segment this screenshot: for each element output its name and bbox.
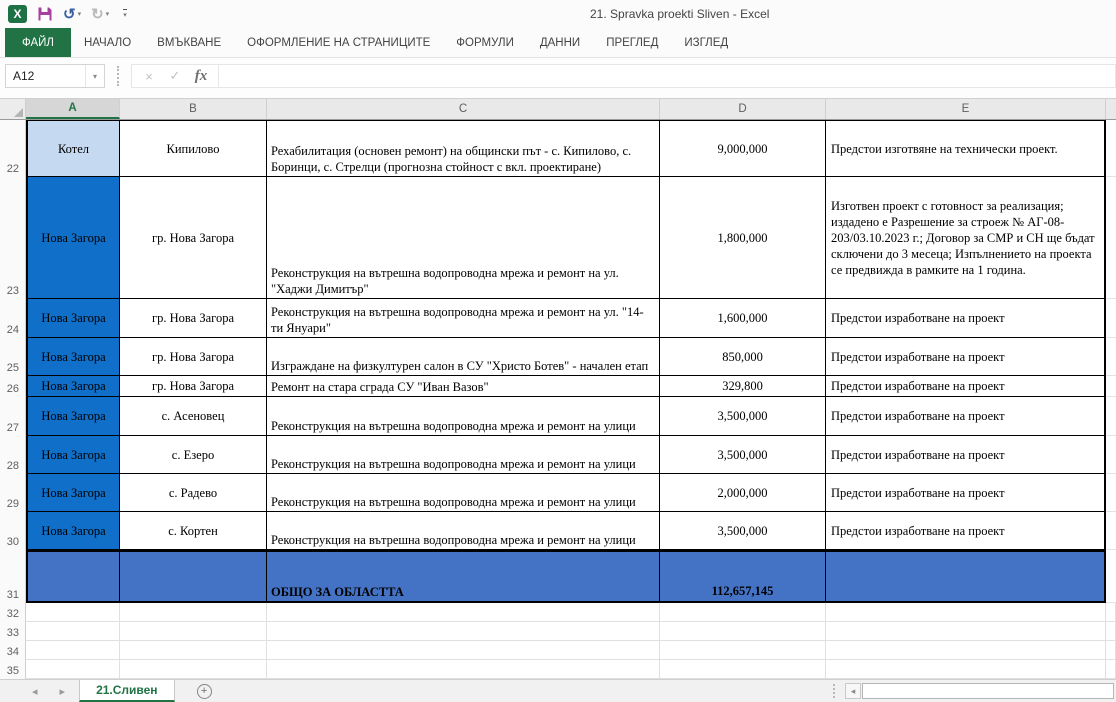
cell-a23[interactable]: Нова Загора bbox=[26, 177, 120, 299]
grid-filler[interactable] bbox=[1106, 641, 1116, 660]
cell-c32[interactable] bbox=[267, 603, 660, 622]
grid-filler[interactable] bbox=[1106, 512, 1116, 550]
cell-d24[interactable]: 1,600,000 bbox=[660, 299, 826, 338]
cell-b22[interactable]: Кипилово bbox=[120, 120, 267, 177]
cell-e32[interactable] bbox=[826, 603, 1106, 622]
formula-bar-divider bbox=[117, 66, 119, 86]
enter-icon[interactable]: ✓ bbox=[169, 68, 181, 83]
cell-b28[interactable]: с. Езеро bbox=[120, 436, 267, 474]
cell-c35[interactable] bbox=[267, 660, 660, 679]
table-row bbox=[0, 299, 1116, 338]
redo-icon: ↻ bbox=[91, 5, 104, 23]
cell-e24[interactable]: Предстои изработване на проект bbox=[826, 299, 1106, 338]
table-row bbox=[0, 474, 1116, 512]
row-header-25[interactable]: 25 bbox=[0, 338, 26, 376]
cell-c26[interactable]: Ремонт на стара сграда СУ "Иван Вазов" bbox=[267, 376, 660, 397]
cell-b25[interactable]: гр. Нова Загора bbox=[120, 338, 267, 376]
cell-a35[interactable] bbox=[26, 660, 120, 679]
select-all-triangle-icon bbox=[14, 108, 23, 117]
cell-c33[interactable] bbox=[267, 622, 660, 641]
cell-a32[interactable] bbox=[26, 603, 120, 622]
row-header-35[interactable]: 35 bbox=[0, 660, 26, 679]
table-row bbox=[0, 177, 1116, 299]
cell-d31[interactable]: 112,657,145 bbox=[660, 550, 826, 603]
table-row bbox=[0, 622, 1116, 641]
cell-d35[interactable] bbox=[660, 660, 826, 679]
cell-b32[interactable] bbox=[120, 603, 267, 622]
horizontal-scrollbar-area bbox=[212, 680, 1116, 702]
column-header-filler bbox=[1106, 99, 1116, 119]
redo-dropdown-icon[interactable]: ▾ bbox=[105, 11, 110, 18]
grid-filler[interactable] bbox=[1106, 376, 1116, 397]
formula-bar-row bbox=[0, 58, 1116, 98]
cell-a26[interactable]: Нова Загора bbox=[26, 376, 120, 397]
ribbon-tab-data[interactable]: ДАННИ bbox=[539, 36, 581, 49]
save-button[interactable] bbox=[37, 6, 53, 22]
grid-filler[interactable] bbox=[1106, 397, 1116, 436]
cell-e23[interactable]: Изготвен проект с готовност за реализация; издадено е Разрешение за строеж № АГ-08-203/03.10.2023 г.; Договор за СМР и СН ще бъдат сключени до 3 месеца; Изпълнението на проекта се предвижда в рамките на 1 година. bbox=[826, 177, 1106, 299]
table-row bbox=[0, 397, 1116, 436]
cell-d32[interactable] bbox=[660, 603, 826, 622]
ribbon-tab-formulas[interactable]: ФОРМУЛИ bbox=[456, 36, 514, 49]
cell-b31[interactable] bbox=[120, 550, 267, 603]
cell-c22[interactable]: Рехабилитация (основен ремонт) на общински път - с. Кипилово, с. Боринци, с. Стрелци (прогнозна стойност с вкл. проектиране) bbox=[267, 120, 660, 177]
name-box-dropdown-icon[interactable]: ▾ bbox=[85, 65, 104, 87]
ribbon-tab-home[interactable]: НАЧАЛО bbox=[83, 36, 132, 49]
grid-filler[interactable] bbox=[1106, 338, 1116, 376]
row-header-29[interactable]: 29 bbox=[0, 474, 26, 512]
grid-filler[interactable] bbox=[1106, 603, 1116, 622]
cell-c30[interactable]: Реконструкция на вътрешна водопроводна мрежа и ремонт на улици bbox=[267, 512, 660, 550]
cell-d34[interactable] bbox=[660, 641, 826, 660]
cell-a34[interactable] bbox=[26, 641, 120, 660]
grid-filler[interactable] bbox=[1106, 660, 1116, 679]
ribbon-tab-review[interactable]: ПРЕГЛЕД bbox=[606, 36, 659, 49]
cell-e22[interactable]: Предстои изготвяне на технически проект. bbox=[826, 120, 1106, 177]
row-header-22[interactable]: 22 bbox=[0, 120, 26, 177]
table-row bbox=[0, 120, 1116, 177]
cell-a22[interactable]: Котел bbox=[26, 120, 120, 177]
new-sheet-button[interactable] bbox=[197, 680, 212, 702]
spreadsheet-grid bbox=[0, 120, 1116, 679]
cell-b24[interactable]: гр. Нова Загора bbox=[120, 299, 267, 338]
grid-filler[interactable] bbox=[1106, 120, 1116, 177]
cancel-icon[interactable]: × bbox=[145, 68, 153, 84]
column-header-a[interactable]: A bbox=[26, 99, 120, 119]
cell-b29[interactable]: с. Радево bbox=[120, 474, 267, 512]
formula-input[interactable] bbox=[219, 64, 1116, 88]
quick-access-toolbar bbox=[0, 5, 127, 23]
cell-a29[interactable]: Нова Загора bbox=[26, 474, 120, 512]
cell-d29[interactable]: 2,000,000 bbox=[660, 474, 826, 512]
excel-app-icon: X bbox=[8, 5, 27, 23]
customize-qat-icon: ▾ bbox=[123, 12, 127, 19]
cell-c27[interactable]: Реконструкция на вътрешна водопроводна мрежа и ремонт на улици bbox=[267, 397, 660, 436]
grid-filler[interactable] bbox=[1106, 177, 1116, 299]
cell-c28[interactable]: Реконструкция на вътрешна водопроводна мрежа и ремонт на улици bbox=[267, 436, 660, 474]
cell-d23[interactable]: 1,800,000 bbox=[660, 177, 826, 299]
cell-e25[interactable]: Предстои изработване на проект bbox=[826, 338, 1106, 376]
cell-b23[interactable]: гр. Нова Загора bbox=[120, 177, 267, 299]
cell-b26[interactable]: гр. Нова Загора bbox=[120, 376, 267, 397]
grid-filler[interactable] bbox=[1106, 299, 1116, 338]
column-header-d[interactable]: D bbox=[660, 99, 826, 119]
row-header-32[interactable]: 32 bbox=[0, 603, 26, 622]
formula-bar-buttons bbox=[131, 64, 219, 88]
name-box[interactable] bbox=[5, 64, 105, 88]
row-header-23[interactable]: 23 bbox=[0, 177, 26, 299]
cell-c34[interactable] bbox=[267, 641, 660, 660]
cell-a28[interactable]: Нова Загора bbox=[26, 436, 120, 474]
ribbon-tab-view[interactable]: ИЗГЛЕД bbox=[684, 36, 729, 49]
cell-b30[interactable]: с. Кортен bbox=[120, 512, 267, 550]
sheet-nav bbox=[0, 680, 79, 702]
row-header-24[interactable]: 24 bbox=[0, 299, 26, 338]
cell-d33[interactable] bbox=[660, 622, 826, 641]
table-row bbox=[0, 641, 1116, 660]
row-header-34[interactable]: 34 bbox=[0, 641, 26, 660]
sheet-tab-sliven[interactable]: 21.Сливен bbox=[79, 680, 175, 702]
table-row bbox=[0, 338, 1116, 376]
insert-function-icon[interactable]: fx bbox=[194, 67, 208, 84]
customize-qat-button[interactable] bbox=[123, 9, 127, 19]
cell-a27[interactable]: Нова Загора bbox=[26, 397, 120, 436]
grid-filler[interactable] bbox=[1106, 550, 1116, 603]
ribbon-tab-strip bbox=[0, 28, 1116, 58]
cell-a33[interactable] bbox=[26, 622, 120, 641]
name-box-value[interactable]: A12 bbox=[13, 69, 35, 83]
undo-icon: ↺ bbox=[63, 5, 76, 23]
cell-b35[interactable] bbox=[120, 660, 267, 679]
cell-c23[interactable]: Реконструкция на вътрешна водопроводна мрежа и ремонт на ул. "Хаджи Димитър" bbox=[267, 177, 660, 299]
cell-e28[interactable]: Предстои изработване на проект bbox=[826, 436, 1106, 474]
window-title: 21. Spravka proekti Sliven - Excel bbox=[590, 7, 770, 21]
cell-d27[interactable]: 3,500,000 bbox=[660, 397, 826, 436]
cell-e26[interactable]: Предстои изработване на проект bbox=[826, 376, 1106, 397]
table-row bbox=[0, 376, 1116, 397]
cell-b33[interactable] bbox=[120, 622, 267, 641]
row-header-26[interactable]: 26 bbox=[0, 376, 26, 397]
sheet-tab-bar bbox=[0, 679, 1116, 702]
cell-d30[interactable]: 3,500,000 bbox=[660, 512, 826, 550]
cell-c31[interactable]: ОБЩО ЗА ОБЛАСТТА bbox=[267, 550, 660, 603]
grid-filler[interactable] bbox=[1106, 474, 1116, 512]
row-header-30[interactable]: 30 bbox=[0, 512, 26, 550]
horizontal-scrollbar-thumb[interactable] bbox=[862, 683, 1114, 699]
cell-e29[interactable]: Предстои изработване на проект bbox=[826, 474, 1106, 512]
row-header-33[interactable]: 33 bbox=[0, 622, 26, 641]
save-icon bbox=[37, 6, 53, 22]
table-row bbox=[0, 512, 1116, 550]
undo-button[interactable] bbox=[63, 7, 81, 22]
cell-e31[interactable] bbox=[826, 550, 1106, 603]
table-row bbox=[0, 603, 1116, 622]
cell-a31[interactable] bbox=[26, 550, 120, 603]
cell-e30[interactable]: Предстои изработване на проект bbox=[826, 512, 1106, 550]
cell-b34[interactable] bbox=[120, 641, 267, 660]
title-bar bbox=[0, 0, 1116, 28]
cell-e33[interactable] bbox=[826, 622, 1106, 641]
table-row bbox=[0, 660, 1116, 679]
column-header-b[interactable]: B bbox=[120, 99, 267, 119]
cell-d25[interactable]: 850,000 bbox=[660, 338, 826, 376]
redo-button[interactable] bbox=[91, 7, 109, 22]
cell-e34[interactable] bbox=[826, 641, 1106, 660]
total-row bbox=[0, 550, 1116, 603]
row-header-28[interactable]: 28 bbox=[0, 436, 26, 474]
cell-c24[interactable]: Реконструкция на вътрешна водопроводна мрежа и ремонт на ул. "14-ти Януари" bbox=[267, 299, 660, 338]
cell-e27[interactable]: Предстои изработване на проект bbox=[826, 397, 1106, 436]
column-header-e[interactable]: E bbox=[826, 99, 1106, 119]
ribbon-tab-page-layout[interactable]: ОФОРМЛЕНИЕ НА СТРАНИЦИТЕ bbox=[247, 36, 431, 49]
cell-d26[interactable]: 329,800 bbox=[660, 376, 826, 397]
row-header-31[interactable]: 31 bbox=[0, 550, 26, 603]
ribbon-tab-file[interactable]: ФАЙЛ bbox=[5, 28, 71, 57]
sheet-nav-left-icon[interactable]: ◂ bbox=[32, 685, 38, 698]
scrollbar-resize-handle[interactable] bbox=[833, 684, 835, 698]
ribbon-tab-insert[interactable]: ВМЪКВАНЕ bbox=[157, 36, 222, 49]
undo-dropdown-icon[interactable]: ▾ bbox=[77, 11, 82, 18]
cell-d22[interactable]: 9,000,000 bbox=[660, 120, 826, 177]
cell-e35[interactable] bbox=[826, 660, 1106, 679]
scroll-left-icon[interactable]: ◂ bbox=[845, 683, 861, 699]
sheet-nav-right-icon[interactable]: ▸ bbox=[59, 685, 66, 698]
table-row bbox=[0, 436, 1116, 474]
select-all-corner[interactable] bbox=[0, 99, 26, 119]
column-header-c[interactable]: C bbox=[267, 99, 660, 119]
grid-filler[interactable] bbox=[1106, 436, 1116, 474]
cell-d28[interactable]: 3,500,000 bbox=[660, 436, 826, 474]
new-sheet-icon: + bbox=[197, 684, 212, 699]
cell-c29[interactable]: Реконструкция на вътрешна водопроводна мрежа и ремонт на улици bbox=[267, 474, 660, 512]
cell-c25[interactable]: Изграждане на физкултурен салон в СУ "Христо Ботев" - начален етап bbox=[267, 338, 660, 376]
cell-a30[interactable]: Нова Загора bbox=[26, 512, 120, 550]
column-header-row bbox=[0, 98, 1116, 120]
cell-b27[interactable]: с. Асеновец bbox=[120, 397, 267, 436]
cell-a24[interactable]: Нова Загора bbox=[26, 299, 120, 338]
grid-filler[interactable] bbox=[1106, 622, 1116, 641]
row-header-27[interactable]: 27 bbox=[0, 397, 26, 436]
cell-a25[interactable]: Нова Загора bbox=[26, 338, 120, 376]
